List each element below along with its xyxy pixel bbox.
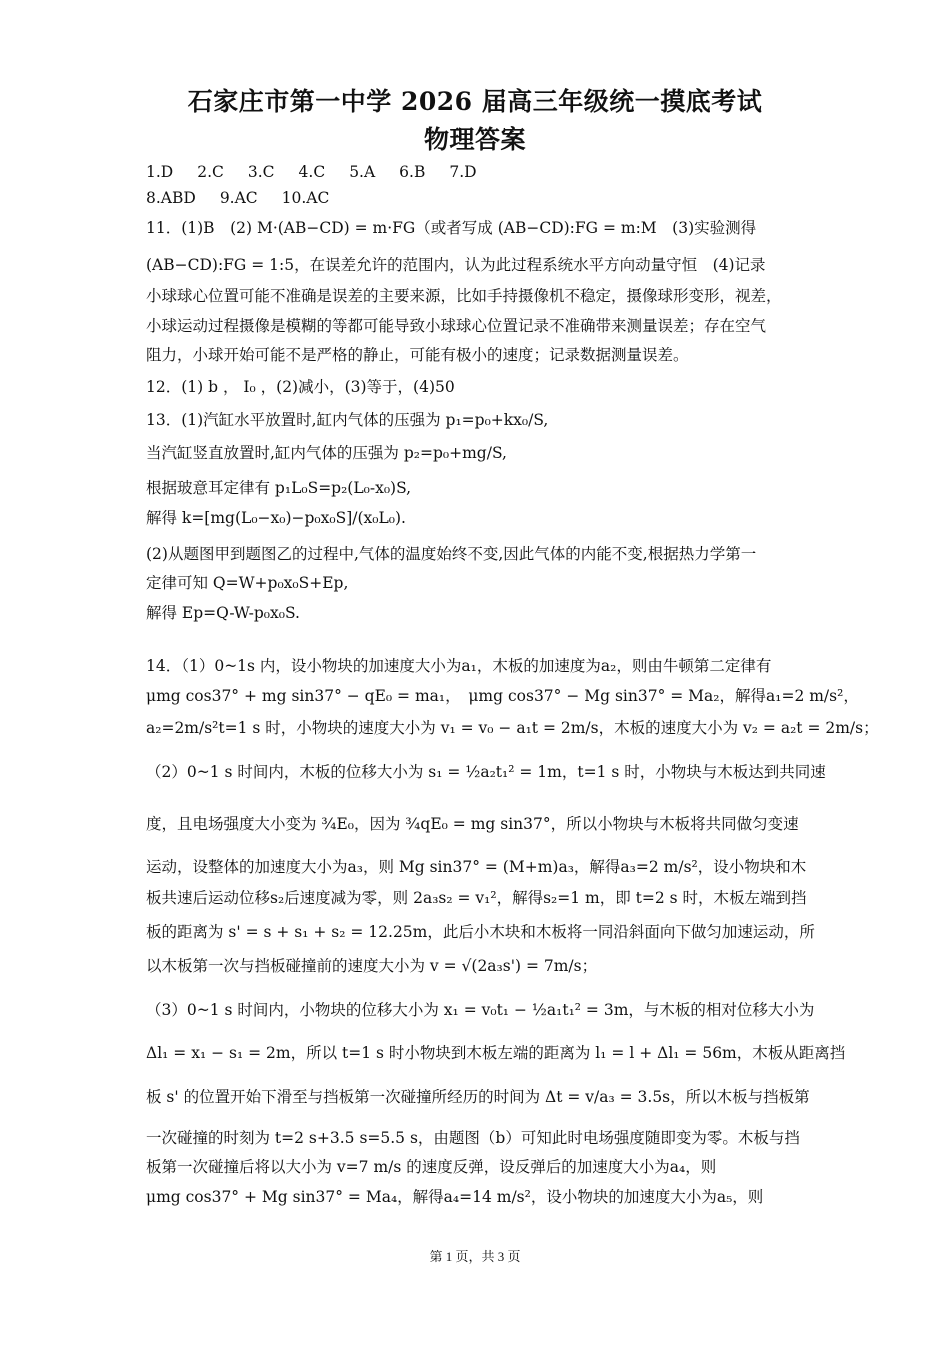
answer-item: 9.AC [219,189,258,207]
q14-line: μmg cos37° + mg sin37° − qE₀ = ma₁， μmg cos37° − Mg sin37° = Ma₂，解得a₁=2 m/s²， [146,687,859,705]
q14-line: 板共速后运动位移s₂后速度减为零，则 2a₃s₂ = v₁²，解得s₂=1 m，即 t=2 s 时，木板左端到挡 [146,889,807,907]
answer-item: 10.AC [281,189,330,207]
answer-row-2 [146,188,353,208]
q14-line: 度，且电场强度大小变为 ¾E₀，因为 ¾qE₀ = mg sin37°，所以小物块与木板将共同做匀变速 [146,815,799,833]
q13-line: 13．(1)汽缸水平放置时,缸内气体的压强为 p₁=p₀+kx₀/S, [146,411,549,429]
answer-row-1 [146,162,501,182]
answer-item: 5.A [349,163,376,181]
q13-line: 定律可知 Q=W+p₀x₀S+Ep, [146,574,349,592]
page-subtitle: 物理答案 [423,125,526,154]
q11-line: 小球运动过程摄像是模糊的等都可能导致小球球心位置记录不准确带来测量误差；存在空气 [146,317,767,335]
q14-line: 板第一次碰撞后将以大小为 v=7 m/s 的速度反弹，设反弹后的加速度大小为a₄，则 [146,1158,717,1176]
q12-line: 12．(1) b ， I₀ ，(2)减小，(3)等于，(4)50 [146,378,455,396]
q14-line: 板 s' 的位置开始下滑至与挡板第一次碰撞所经历的时间为 Δt = v/a₃ = 3.5s，所以木板与挡板第 [146,1088,810,1106]
q13-line: 解得 k=[mg(L₀−x₀)−p₀x₀S]/(x₀L₀). [146,509,406,527]
answer-item: 8.ABD [146,189,196,207]
answer-item: 7.D [449,163,477,181]
q14-line: 板的距离为 s' = s + s₁ + s₂ = 12.25m，此后小木块和木板将一同沿斜面向下做匀加速运动，所 [146,923,815,941]
q11-line: 阻力，小球开始可能不是严格的静止，可能有极小的速度；记录数据测量误差。 [146,346,689,364]
q14-line: 运动，设整体的加速度大小为a₃，则 Mg sin37° = (M+m)a₃，解得a₃=2 m/s²，设小物块和木 [146,858,807,876]
page-title: 石家庄市第一中学 2026 届高三年级统一摸底考试 [187,87,763,116]
answer-item: 4.C [298,163,326,181]
q14-line: Δl₁ = x₁ − s₁ = 2m，所以 t=1 s 时小物块到木板左端的距离为 l₁ = l + Δl₁ = 56m，木板从距离挡 [146,1044,846,1062]
q13-line: 解得 Ep=Q-W-p₀x₀S. [146,604,300,622]
q14-line: （3）0~1 s 时间内，小物块的位移大小为 x₁ = v₀t₁ − ½a₁t₁² = 3m，与木板的相对位移大小为 [146,1001,815,1019]
answer-item: 1.D [146,163,174,181]
q11-line: 小球球心位置可能不准确是误差的主要来源，比如手持摄像机不稳定，摄像球形变形，视差， [146,287,782,305]
answer-item: 6.B [399,163,426,181]
q13-line: 根据玻意耳定律有 p₁L₀S=p₂(L₀-x₀)S, [146,479,412,497]
q11-line: (AB−CD):FG = 1:5，在误差允许的范围内，认为此过程系统水平方向动量守恒 (4)记录 [146,256,766,274]
q14-line: （2）0~1 s 时间内，木板的位移大小为 s₁ = ½a₂t₁² = 1m，t=1 s 时，小物块与木板达到共同速 [146,763,826,781]
answer-item: 3.C [247,163,275,181]
q14-line: 以木板第一次与挡板碰撞前的速度大小为 v = √(2a₃s') = 7m/s； [146,957,598,975]
q11-line: 11．(1)B (2) M·(AB−CD) = m·FG（或者写成 (AB−CD):FG = m:M (3)实验测得 [146,219,757,237]
q14-line: 一次碰撞的时刻为 t=2 s+3.5 s=5.5 s，由题图（b）可知此时电场强度随即变为零。木板与挡 [146,1129,800,1147]
q14-line: 14．（1）0~1s 内，设小物块的加速度大小为a₁，木板的加速度为a₂，则由牛顿第二定律有 [146,657,772,675]
answer-item: 2.C [197,163,224,181]
q13-line: 当汽缸竖直放置时,缸内气体的压强为 p₂=p₀+mg/S, [146,444,507,462]
q14-line: μmg cos37° + Mg sin37° = Ma₄，解得a₄=14 m/s²，设小物块的加速度大小为a₅，则 [146,1188,764,1206]
page-footer: 第 1 页，共 3 页 [429,1249,521,1264]
q14-line: a₂=2m/s²t=1 s 时，小物块的速度大小为 v₁ = v₀ − a₁t = 2m/s，木板的速度大小为 v₂ = a₂t = 2m/s； [146,719,879,737]
q13-line: (2)从题图甲到题图乙的过程中,气体的温度始终不变,因此气体的内能不变,根据热力学第一 [146,545,757,563]
